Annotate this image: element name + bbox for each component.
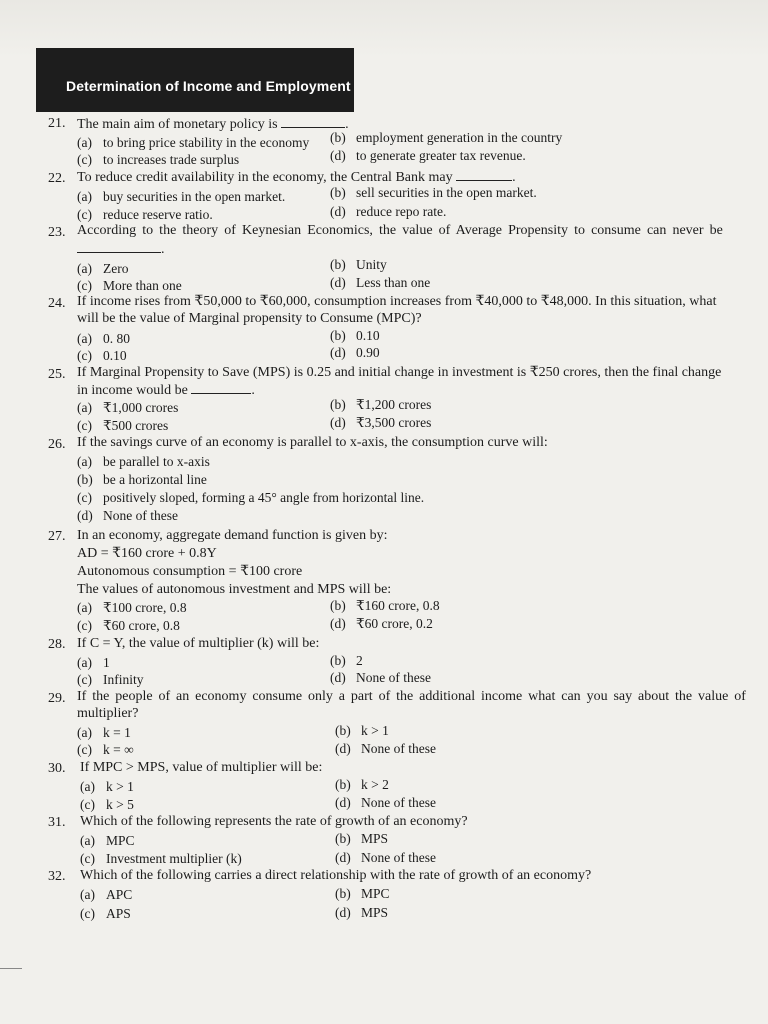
answer-blank-line: . <box>77 240 165 258</box>
question-text-continued: in income would be . <box>77 383 255 398</box>
option-d: (d) 0.90 <box>330 345 380 360</box>
option-b: (b) be a horizontal line <box>77 472 207 487</box>
question-text: Which of the following carries a direct relationship with the rate of growth of an economy? <box>80 868 592 883</box>
question-number: 28. <box>48 637 66 652</box>
question-text: The main aim of monetary policy is . <box>77 117 349 132</box>
option-d: (d) None of these <box>335 741 436 756</box>
option-b: (b) 0.10 <box>330 328 380 343</box>
question-text: If income rises from ₹50,000 to ₹60,000, consumption increases from ₹40,000 to ₹48,000. In this situation, what <box>77 294 717 309</box>
option-a: (a) APC <box>80 887 133 902</box>
answer-blank <box>456 168 512 181</box>
question-number: 29. <box>48 691 66 706</box>
question-text-continued: multiplier? <box>77 706 139 721</box>
option-d: (d) None of these <box>330 670 431 685</box>
option-a: (a) 0. 80 <box>77 331 130 346</box>
answer-blank <box>191 381 251 394</box>
option-d: (d) reduce repo rate. <box>330 204 447 219</box>
question-text: According to the theory of Keynesian Economics, the value of Average Propensity to consume can never be <box>77 223 723 238</box>
option-d: (d) MPS <box>335 905 389 920</box>
option-a: (a) k = 1 <box>77 725 131 740</box>
option-b: (b) k > 2 <box>335 777 389 792</box>
option-b: (b) k > 1 <box>335 723 389 738</box>
option-a: (a) be parallel to x-axis <box>77 454 210 469</box>
question-text: If the savings curve of an economy is parallel to x-axis, the consumption curve will: <box>77 435 548 450</box>
question-subtext: The values of autonomous investment and MPS will be: <box>77 582 392 597</box>
option-d: (d) ₹60 crore, 0.2 <box>330 616 433 631</box>
question-text: In an economy, aggregate demand function is given by: <box>77 528 388 543</box>
option-c: (c) k = ∞ <box>77 742 134 757</box>
option-a: (a) k > 1 <box>80 779 134 794</box>
option-d: (d) to generate greater tax revenue. <box>330 148 526 163</box>
option-c: (c) 0.10 <box>77 348 127 363</box>
option-b: (b) MPC <box>335 886 390 901</box>
question-text: If Marginal Propensity to Save (MPS) is 0.25 and initial change in investment is ₹250 crores, then the final change <box>77 365 722 380</box>
option-a: (a) to bring price stability in the economy <box>77 135 310 150</box>
given-line: Autonomous consumption = ₹100 crore <box>77 564 303 579</box>
question-text: To reduce credit availability in the economy, the Central Bank may . <box>77 170 516 185</box>
question-text: If MPC > MPS, value of multiplier will be: <box>80 760 323 775</box>
option-b: (b) ₹1,200 crores <box>330 397 432 412</box>
option-c: (c) Infinity <box>77 672 144 687</box>
chapter-title: Determination of Income and Employment <box>66 78 351 94</box>
option-b: (b) sell securities in the open market. <box>330 185 537 200</box>
option-d: (d) None of these <box>77 508 178 523</box>
option-c: (c) ₹500 crores <box>77 418 169 433</box>
question-number: 23. <box>48 225 66 240</box>
option-b: (b) 2 <box>330 653 363 668</box>
answer-blank <box>281 115 345 128</box>
option-a: (a) Zero <box>77 261 129 276</box>
option-b: (b) employment generation in the country <box>330 130 563 145</box>
question-number: 31. <box>48 815 66 830</box>
option-c: (c) Investment multiplier (k) <box>80 851 242 866</box>
option-c: (c) positively sloped, forming a 45° angle from horizontal line. <box>77 490 425 505</box>
option-a: (a) 1 <box>77 655 110 670</box>
option-a: (a) ₹1,000 crores <box>77 400 179 415</box>
option-c: (c) More than one <box>77 278 182 293</box>
option-c: (c) ₹60 crore, 0.8 <box>77 618 180 633</box>
question-number: 32. <box>48 869 66 884</box>
answer-blank <box>77 240 161 253</box>
option-b: (b) ₹160 crore, 0.8 <box>330 598 440 613</box>
option-d: (d) None of these <box>335 795 436 810</box>
question-number: 26. <box>48 437 66 452</box>
question-number: 25. <box>48 367 66 382</box>
equation-line: AD = ₹160 crore + 0.8Y <box>77 546 217 561</box>
option-c: (c) reduce reserve ratio. <box>77 207 213 222</box>
option-a: (a) buy securities in the open market. <box>77 189 286 204</box>
question-number: 22. <box>48 171 66 186</box>
chapter-header <box>36 48 354 112</box>
option-a: (a) ₹100 crore, 0.8 <box>77 600 187 615</box>
page-fold-mark <box>0 968 22 969</box>
option-c: (c) to increases trade surplus <box>77 152 240 167</box>
question-number: 27. <box>48 529 66 544</box>
question-number: 24. <box>48 296 66 311</box>
option-a: (a) MPC <box>80 833 135 848</box>
question-text-continued: will be the value of Marginal propensity to Consume (MPC)? <box>77 311 422 326</box>
question-text: Which of the following represents the rate of growth of an economy? <box>80 814 468 829</box>
option-c: (c) k > 5 <box>80 797 134 812</box>
option-d: (d) Less than one <box>330 275 431 290</box>
option-d: (d) ₹3,500 crores <box>330 415 432 430</box>
question-number: 21. <box>48 116 66 131</box>
option-b: (b) Unity <box>330 257 387 272</box>
option-d: (d) None of these <box>335 850 436 865</box>
question-text: If C = Y, the value of multiplier (k) will be: <box>77 636 320 651</box>
question-number: 30. <box>48 761 66 776</box>
question-text: If the people of an economy consume only a part of the additional income what can you say about the value of <box>77 689 746 704</box>
option-c: (c) APS <box>80 906 131 921</box>
option-b: (b) MPS <box>335 831 389 846</box>
